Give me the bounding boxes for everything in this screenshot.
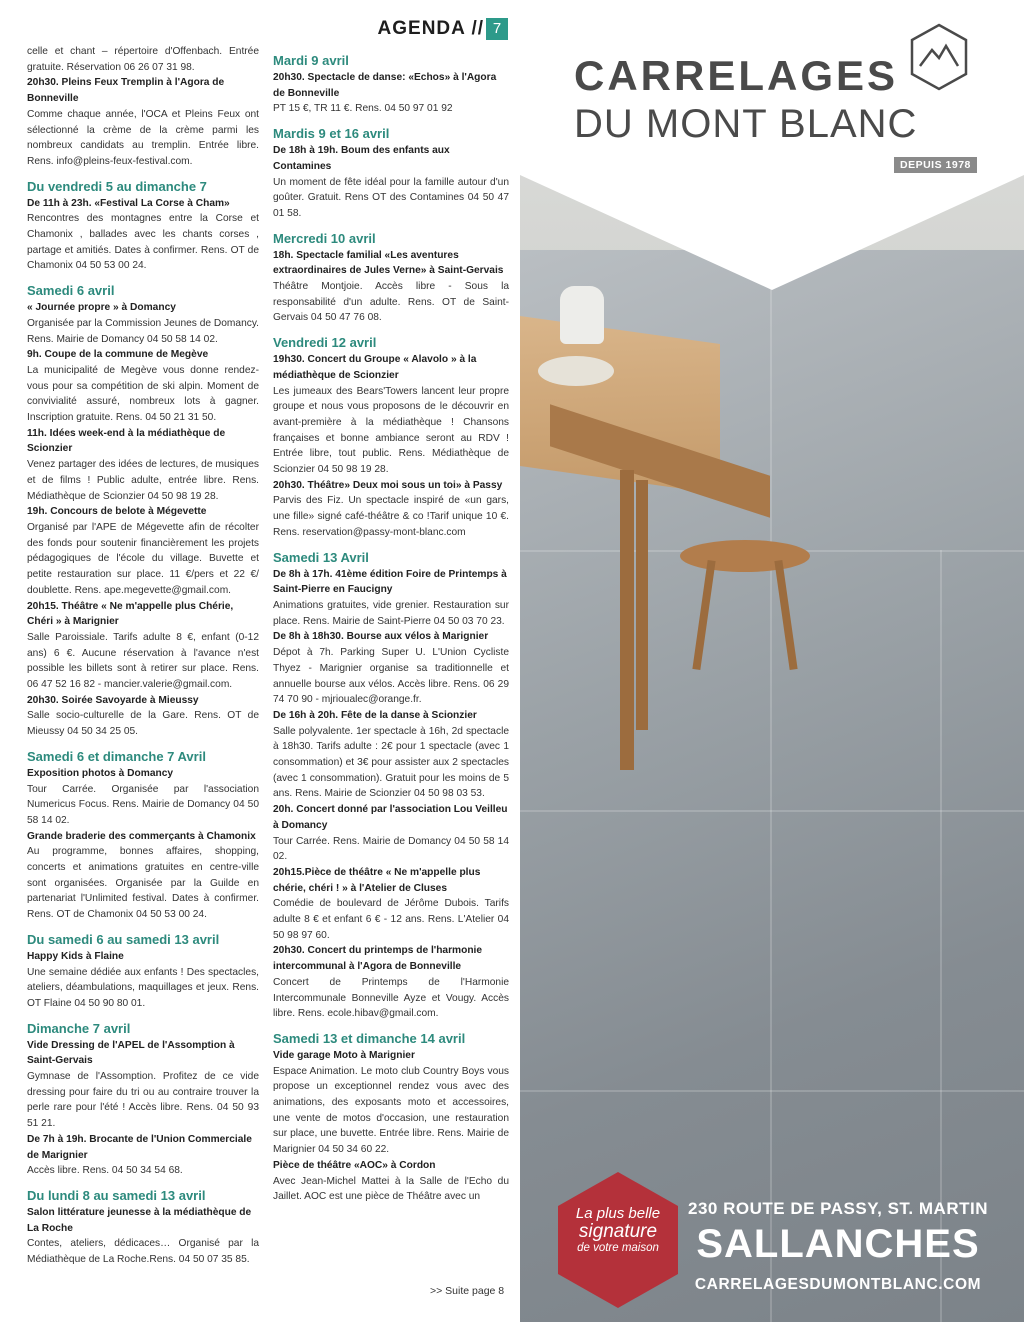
date-heading: Samedi 13 Avril bbox=[273, 549, 369, 565]
store-city: SALLANCHES bbox=[696, 1222, 980, 1266]
event-title: 20h30. Concert du printemps de l'harmonie intercommunal à l'Agora de Bonneville bbox=[273, 945, 483, 973]
event-title: De 11h à 23h. «Festival La Corse à Cham» bbox=[27, 197, 230, 209]
slogan bbox=[556, 1206, 680, 1254]
slogan-line3: de votre maison bbox=[577, 1241, 659, 1254]
event-details: Salle polyvalente. 1er spectacle à 16h, 2d spectacle à 18h30. Tarifs adulte : 2€ pour 1 spectacle (avec 1 consommation) et 3€ pour assister aux 2 spectacles (avec 1 consommation). Gratuit pour les moins de 5 ans. Rens. Mairie de Scionzier 04 50 98 03 53. bbox=[273, 725, 509, 800]
vase-photo bbox=[560, 286, 604, 344]
event-title: Pièce de théâtre «AOC» à Cordon bbox=[273, 1159, 436, 1171]
bowl-photo bbox=[538, 356, 614, 386]
date-heading: Mardis 9 et 16 avril bbox=[273, 126, 390, 142]
event-title: 20h15. Théâtre « Ne m'appelle plus Chérie, Chéri » à Marignier bbox=[27, 600, 234, 628]
event-title: 19h30. Concert du Groupe « Alavolo » à la médiathèque de Scionzier bbox=[273, 354, 477, 381]
event-title: Vide Dressing de l'APEL de l'Assomption à Saint-Gervais bbox=[27, 1039, 235, 1067]
event-title: 19h. Concours de belote à Mégevette bbox=[27, 506, 207, 518]
event-details: Théâtre Montjoie. Accès libre - Sous la responsabilité d'un adulte. Rens. OT de Saint-Gervais 04 50 47 76 08. bbox=[273, 281, 509, 324]
slogan-line2: signature bbox=[578, 1220, 658, 1242]
table-leg bbox=[620, 470, 634, 770]
event-details: Accès libre. Rens. 04 50 34 54 68. bbox=[27, 1165, 183, 1177]
date-heading: Du vendredi 5 au dimanche 7 bbox=[27, 178, 207, 194]
event-title: De 16h à 20h. Fête de la danse à Scionzier bbox=[273, 709, 477, 721]
event-details: La municipalité de Megève vous donne rendez-vous pour sa compétition de ski alpin. Moment de convivialité assuré, nombreux lots à gagner. Inscription gratuite. Rens. 04 50 21 31 50. bbox=[27, 364, 259, 424]
brand-name-line2: DU MONT BLANC bbox=[574, 102, 918, 146]
date-heading: Du samedi 6 au samedi 13 avril bbox=[27, 931, 220, 947]
date-heading: Vendredi 12 avril bbox=[273, 335, 377, 351]
event-details: Un moment de fête idéal pour la famille autour d'un goûter. Gratuit. Rens OT des Contamines 04 50 47 01 58. bbox=[273, 176, 509, 219]
event-details: Avec Jean-Michel Mattei à la Salle de l'Echo du Jaillet. AOC est une pièce de Théâtre avec un bbox=[273, 1175, 509, 1203]
stool-photo bbox=[680, 540, 810, 572]
event-details: Rencontres des montagnes entre la Corse et Chamonix , ballades avec les chants corses , partage et amitiés. Dates à confirmer. Rens. OT de Chamonix 04 50 53 00 24. bbox=[27, 213, 259, 272]
event-title: De 8h à 17h. 41ème édition Foire de Printemps à Saint-Pierre en Faucigny bbox=[273, 568, 507, 596]
agenda-column-right bbox=[273, 44, 509, 1205]
date-heading: Samedi 6 avril bbox=[27, 283, 115, 299]
event-title: Vide garage Moto à Marignier bbox=[273, 1049, 415, 1061]
event-details: Dépot à 7h. Parking Super U. L'Union Cycliste Thyez - Marignier organise sa traditionnelle et annuelle bourse aux vélos. Accès libre. Rens. 06 29 74 70 90 - mjrioualec@orange.fr. bbox=[273, 647, 509, 706]
date-heading: Mercredi 10 avril bbox=[273, 230, 376, 246]
page-number: 7 bbox=[486, 18, 508, 40]
event-title: 20h30. Soirée Savoyarde à Mieussy bbox=[27, 694, 199, 706]
event-details: Gymnase de l'Assomption. Profitez de ce vide dressing pour faire du tri ou au contraire trouver la perle rare pour l'été ! Accès libre. Rens. 04 50 93 51 21. bbox=[27, 1071, 259, 1130]
event-details: Contes, ateliers, dédicaces… Organisé par la Médiathèque de La Roche.Rens. 04 50 07 35 85. bbox=[27, 1238, 259, 1266]
event-details: Comme chaque année, l'OCA et Pleins Feux ont sélectionné la crème de la crème parmi les nombreux candidats au tremplin. Entrée libre. Rens. info@pleins-feux-festival.com. bbox=[27, 108, 259, 167]
date-heading: Du lundi 8 au samedi 13 avril bbox=[27, 1188, 206, 1203]
event-details: Salle Paroissiale. Tarifs adulte 8 €, enfant (0-12 ans) 6 €. Aucune réservation à l'avance n'est possible les billets sont à retirer sur place. Rens. 06 47 52 16 82 - mancier.valerie@gmail.com. bbox=[27, 631, 259, 691]
event-details: Organisé par l'APE de Mégevette afin de récolter des fonds pour soutenir financièrement les projets pédagogiques de l'école du village. Buvette et petite restauration sur place. 11 €/pers et 22 €/ doublette. Rens. ape.megevette@gmail.com. bbox=[27, 521, 259, 596]
event-title: 20h. Concert donné par l'association Lou Veilleu à Domancy bbox=[273, 804, 508, 831]
event-details: Les jumeaux des Bears'Towers lancent leur propre groupe et nous vous proposons de le découvrir en avant-première à la médiathèque ! Chansons françaises et bonne ambiance seront au RDV ! Entrée libre, tout public. Rens. Médiathèque de Scionzier 04 50 98 19 28. bbox=[273, 385, 509, 476]
event-details: Espace Animation. Le moto club Country Boys vous propose un exceptionnel rendez vous avec des animations, des exposants moto et accessoires, une vente de motos d'occasion, une restauration sur place, une buvette. Entrée libre. Rens. Mairie de Marignier 04 50 34 60 22. bbox=[273, 1065, 509, 1156]
event-details: Au programme, bonnes affaires, shopping, concerts et animations gratuites en centre-ville sont organisées. Organisée par la Guilde en partenariat l'Unlimited festival. Dates à confirmer. Rens. OT de Chamonix 04 50 53 00 24. bbox=[27, 846, 259, 921]
event-details: Parvis des Fiz. Un spectacle inspiré de «un gars, une fille» signé café-théâtre & co !Tarif unique 10 €. Rens. reservation@passy-mont-blanc.com bbox=[273, 495, 509, 538]
date-heading: Mardi 9 avril bbox=[273, 53, 349, 68]
table-leg bbox=[636, 480, 648, 730]
event-title: 18h. Spectacle familial «Les aventures extraordinaires de Jules Verne» à Saint-Gervais bbox=[273, 249, 504, 277]
brand-name-line1: CARRELAGES bbox=[574, 52, 899, 99]
section-title: AGENDA // bbox=[377, 18, 484, 39]
event-details: Salle socio-culturelle de la Gare. Rens. OT de Mieussy 04 50 34 25 05. bbox=[27, 710, 259, 738]
event-details: PT 15 €, TR 11 €. Rens. 04 50 97 01 92 bbox=[273, 103, 453, 115]
event-details: celle et chant – répertoire d'Offenbach. Entrée gratuite. Réservation 06 26 07 31 98. bbox=[27, 46, 259, 73]
event-title: « Journée propre » à Domancy bbox=[27, 302, 176, 314]
event-details: Venez partager des idées de lectures, de musiques et de films ! Public adulte, entrée libre. Rens. Médiathèque de Scionzier 04 50 98 19 28. bbox=[27, 459, 259, 502]
event-title: 20h15.Pièce de théâtre « Ne m'appelle plus chérie, chéri ! » à l'Atelier de Cluses bbox=[273, 866, 481, 894]
page-header bbox=[0, 18, 520, 42]
event-title: Salon littérature jeunesse à la médiathèque de La Roche bbox=[27, 1207, 252, 1234]
date-heading: Dimanche 7 avril bbox=[27, 1020, 131, 1036]
website-link[interactable]: CARRELAGESDUMONTBLANC.COM bbox=[694, 1276, 982, 1293]
continuation-note: >> Suite page 8 bbox=[430, 1285, 505, 1297]
store-address: 230 ROUTE DE PASSY, ST. MARTIN bbox=[688, 1199, 988, 1218]
event-title: De 8h à 18h30. Bourse aux vélos à Marignier bbox=[273, 631, 489, 643]
date-heading: Samedi 13 et dimanche 14 avril bbox=[273, 1030, 466, 1046]
event-title: De 18h à 19h. Boum des enfants aux Contamines bbox=[273, 145, 450, 172]
event-details: Organisée par la Commission Jeunes de Domancy. Rens. Mairie de Domancy 04 50 58 14 02. bbox=[27, 317, 259, 345]
event-details: Animations gratuites, vide grenier. Restauration sur place. Rens. Mairie de Saint-Pierre 04 50 03 70 23. bbox=[273, 599, 509, 627]
event-title: Grande braderie des commerçants à Chamonix bbox=[27, 830, 256, 842]
event-title: 11h. Idées week-end à la médiathèque de Scionzier bbox=[27, 427, 226, 455]
event-details: Concert de Printemps de l'Harmonie Intercommunale Bonneville Ayze et Vougy. Accès libre. Rens. ecole.hibav@gmail.com. bbox=[273, 976, 509, 1020]
event-details: Une semaine dédiée aux enfants ! Des spectacles, ateliers, déambulations, maquillages et jeux. Rens. OT Flaine 04 50 90 80 01. bbox=[27, 966, 259, 1009]
event-title: Happy Kids à Flaine bbox=[27, 950, 124, 962]
agenda-column-left bbox=[27, 44, 259, 1268]
since-badge: DEPUIS 1978 bbox=[894, 157, 977, 173]
event-title: De 7h à 19h. Brocante de l'Union Commerciale de Marignier bbox=[27, 1133, 252, 1161]
event-title: Exposition photos à Domancy bbox=[27, 767, 174, 779]
mountain-hexagon-logo-icon bbox=[908, 22, 970, 92]
event-details: Comédie de boulevard de Jérôme Dubois. Tarifs adulte 8 € et enfant 6 € - 12 ans. Rens. L'Atelier 04 50 98 97 60. bbox=[273, 898, 509, 941]
slogan-line1: La plus belle bbox=[575, 1205, 661, 1222]
event-title: 20h30. Pleins Feux Tremplin à l'Agora de Bonneville bbox=[27, 77, 225, 105]
advertisement[interactable] bbox=[520, 0, 1024, 1322]
event-title: 20h30. Spectacle de danse: «Echos» à l'Agora de Bonneville bbox=[273, 72, 497, 99]
event-title: 9h. Coupe de la commune de Megève bbox=[27, 349, 209, 361]
event-title: 20h30. Théâtre» Deux moi sous un toi» à Passy bbox=[273, 479, 503, 491]
event-details: Tour Carrée. Organisée par l'association Numericus Focus. Rens. Mairie de Domancy 04 50 58 14 02. bbox=[27, 783, 259, 826]
date-heading: Samedi 6 et dimanche 7 Avril bbox=[27, 748, 206, 764]
event-details: Tour Carrée. Rens. Mairie de Domancy 04 50 58 14 02. bbox=[273, 835, 509, 863]
